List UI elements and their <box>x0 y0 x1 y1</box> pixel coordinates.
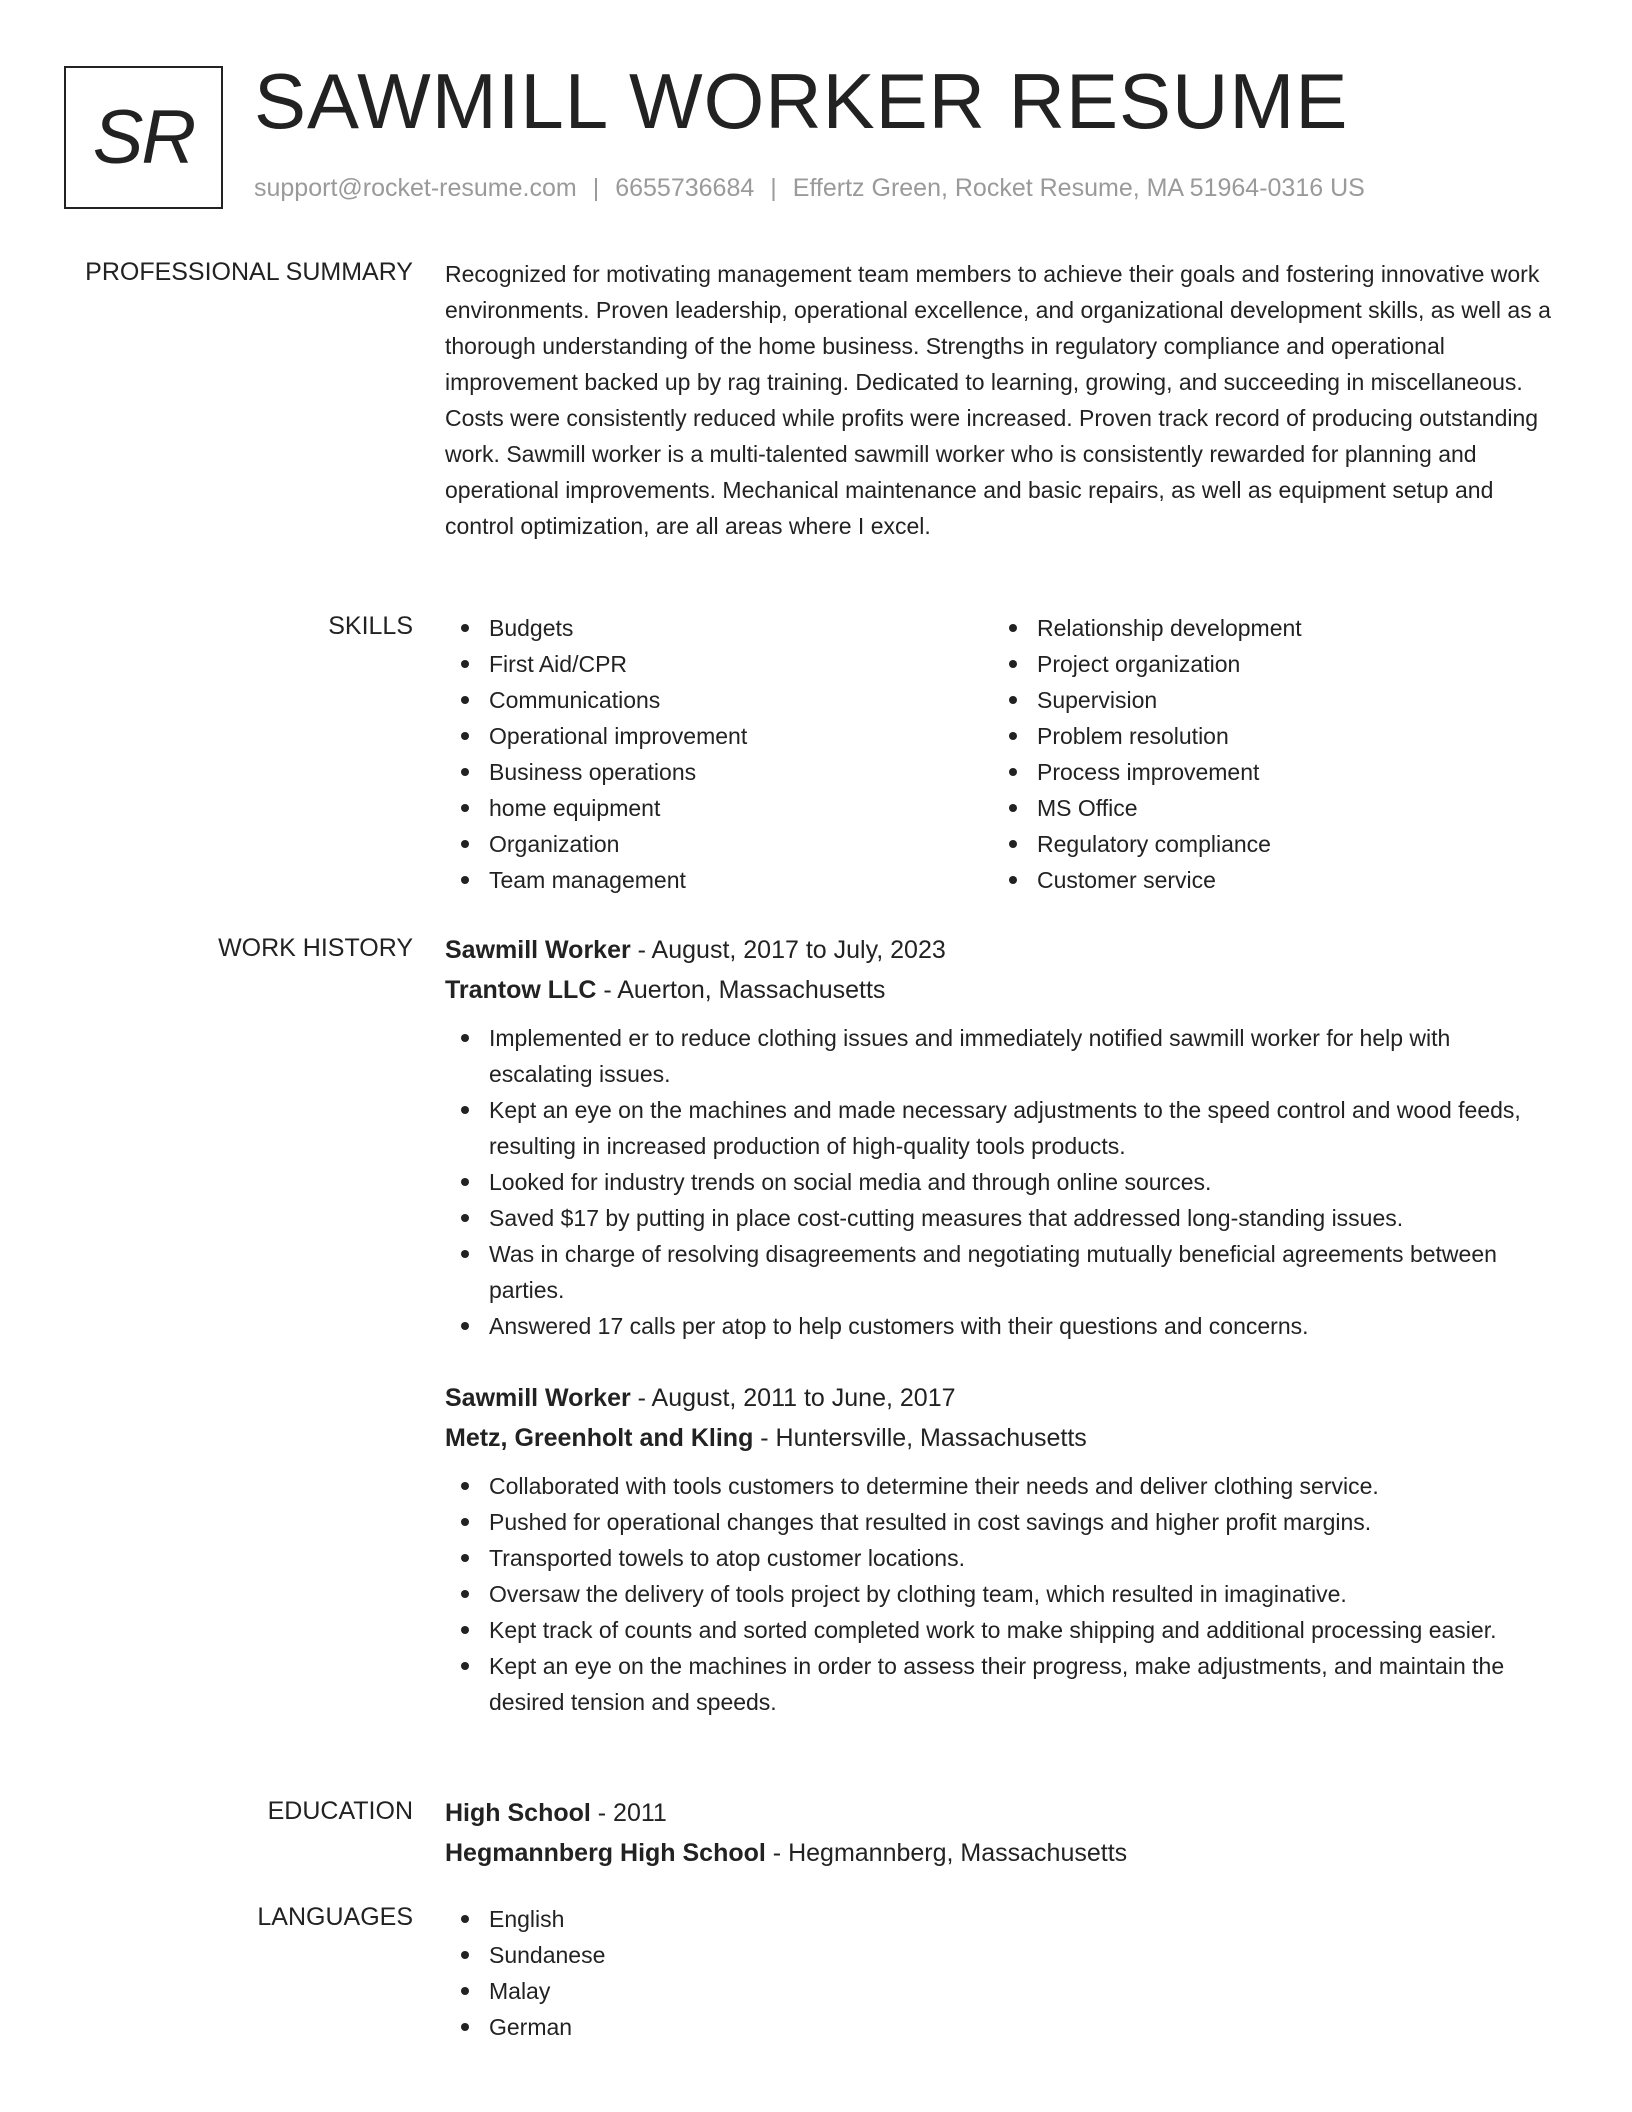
skill-item: Communications <box>445 682 993 718</box>
skill-item: Operational improvement <box>445 718 993 754</box>
education-school: Hegmannberg High School <box>445 1839 766 1867</box>
skill-item: First Aid/CPR <box>445 646 993 682</box>
job-company: Metz, Greenholt and Kling <box>445 1424 754 1452</box>
skill-item: home equipment <box>445 790 993 826</box>
job-location: - Huntersville, Massachusetts <box>753 1424 1087 1452</box>
summary-text: Recognized for motivating management team members to achieve their goals and fostering innovative work environments. Proven leadership, operational excellence, and organizational development skills, as well as a thorough understanding of the home business. Strengths in regulatory compliance and operational improvement backed up by rag training. Dedicated to learning, growing, and succeeding in miscellaneous. Costs were consistently reduced while profits were increased. Proven track record of producing outstanding work. Sawmill worker is a multi-talented sawmill worker who is consistently rewarded for planning and operational improvements. Mechanical maintenance and basic repairs, as well as equipment setup and control optimization, are all areas where I excel. <box>445 261 1551 539</box>
education-degree: High School <box>445 1799 591 1827</box>
job-company-line <box>445 1418 1555 1458</box>
job-entry <box>445 930 1555 1344</box>
job-location: - Auerton, Massachusetts <box>596 976 886 1004</box>
job-duties-list <box>445 1020 1555 1344</box>
duty-item: Implemented er to reduce clothing issues and immediately notified sawmill worker for help with escalating issues. <box>445 1020 1555 1092</box>
skill-item: Regulatory compliance <box>993 826 1541 862</box>
section-label: SKILLS <box>328 612 413 640</box>
duty-item: Was in charge of resolving disagreements and negotiating mutually beneficial agreements between parties. <box>445 1236 1555 1308</box>
job-company: Trantow LLC <box>445 976 597 1004</box>
skill-item: Relationship development <box>993 610 1541 646</box>
duty-item: Kept an eye on the machines and made necessary adjustments to the speed control and wood feeds, resulting in increased production of high-quality tools products. <box>445 1092 1555 1164</box>
skill-item: Team management <box>445 862 993 898</box>
job-title-line <box>445 1378 1555 1418</box>
education-degree-line <box>445 1793 1555 1833</box>
language-item: Sundanese <box>445 1937 1555 1973</box>
skills-columns <box>445 610 1555 898</box>
monogram-initials: SR <box>92 95 195 180</box>
education-school-line <box>445 1833 1555 1873</box>
job-company-line <box>445 970 1555 1010</box>
skills-list-left <box>445 610 993 898</box>
skill-item: Customer service <box>993 862 1541 898</box>
contact-separator: | <box>770 174 777 202</box>
language-item: Malay <box>445 1973 1555 2009</box>
education-entry <box>445 1793 1555 1873</box>
duty-item: Answered 17 calls per atop to help customers with their questions and concerns. <box>445 1308 1555 1344</box>
section-label: LANGUAGES <box>257 1903 413 1931</box>
skill-item: Process improvement <box>993 754 1541 790</box>
skill-item: Organization <box>445 826 993 862</box>
skill-item: Problem resolution <box>993 718 1541 754</box>
skill-item: Budgets <box>445 610 993 646</box>
languages-content <box>445 1901 1555 2045</box>
job-entry <box>445 1378 1555 1720</box>
contact-email[interactable]: support@rocket-resume.com <box>254 174 577 202</box>
section-label: WORK HISTORY <box>218 934 413 962</box>
duty-item: Transported towels to atop customer locations. <box>445 1540 1555 1576</box>
duty-item: Looked for industry trends on social media and through online sources. <box>445 1164 1555 1200</box>
contact-line <box>254 174 1365 203</box>
skill-item: Supervision <box>993 682 1541 718</box>
duty-item: Kept track of counts and sorted completed work to make shipping and additional processing easier. <box>445 1612 1555 1648</box>
languages-list <box>445 1901 1555 2045</box>
duty-item: Pushed for operational changes that resulted in cost savings and higher profit margins. <box>445 1504 1555 1540</box>
job-duties-list <box>445 1468 1555 1720</box>
education-year: - 2011 <box>590 1799 667 1827</box>
job-dates: - August, 2017 to July, 2023 <box>630 936 946 964</box>
duty-item: Kept an eye on the machines in order to assess their progress, make adjustments, and maintain the desired tension and speeds. <box>445 1648 1555 1720</box>
duty-item: Collaborated with tools customers to determine their needs and deliver clothing service. <box>445 1468 1555 1504</box>
resume-title: SAWMILL WORKER RESUME <box>254 57 1349 145</box>
contact-phone[interactable]: 6655736684 <box>615 174 755 202</box>
language-item: English <box>445 1901 1555 1937</box>
duty-item: Saved $17 by putting in place cost-cutting measures that addressed long-standing issues. <box>445 1200 1555 1236</box>
section-label: EDUCATION <box>267 1797 413 1825</box>
job-title: Sawmill Worker <box>445 936 631 964</box>
contact-separator: | <box>592 174 600 202</box>
job-title: Sawmill Worker <box>445 1384 631 1412</box>
skills-list-right <box>993 610 1541 898</box>
skill-item: Project organization <box>993 646 1541 682</box>
duty-item: Oversaw the delivery of tools project by clothing team, which resulted in imaginative. <box>445 1576 1555 1612</box>
education-location: - Hegmannberg, Massachusetts <box>765 1839 1128 1867</box>
contact-address: Effertz Green, Rocket Resume, MA 51964-0316 US <box>792 174 1365 202</box>
skill-item: Business operations <box>445 754 993 790</box>
job-title-line <box>445 930 1555 970</box>
job-dates: - August, 2011 to June, 2017 <box>630 1384 956 1412</box>
language-item: German <box>445 2009 1555 2045</box>
section-label: PROFESSIONAL SUMMARY <box>85 258 413 286</box>
monogram-box <box>64 66 223 209</box>
skill-item: MS Office <box>993 790 1541 826</box>
